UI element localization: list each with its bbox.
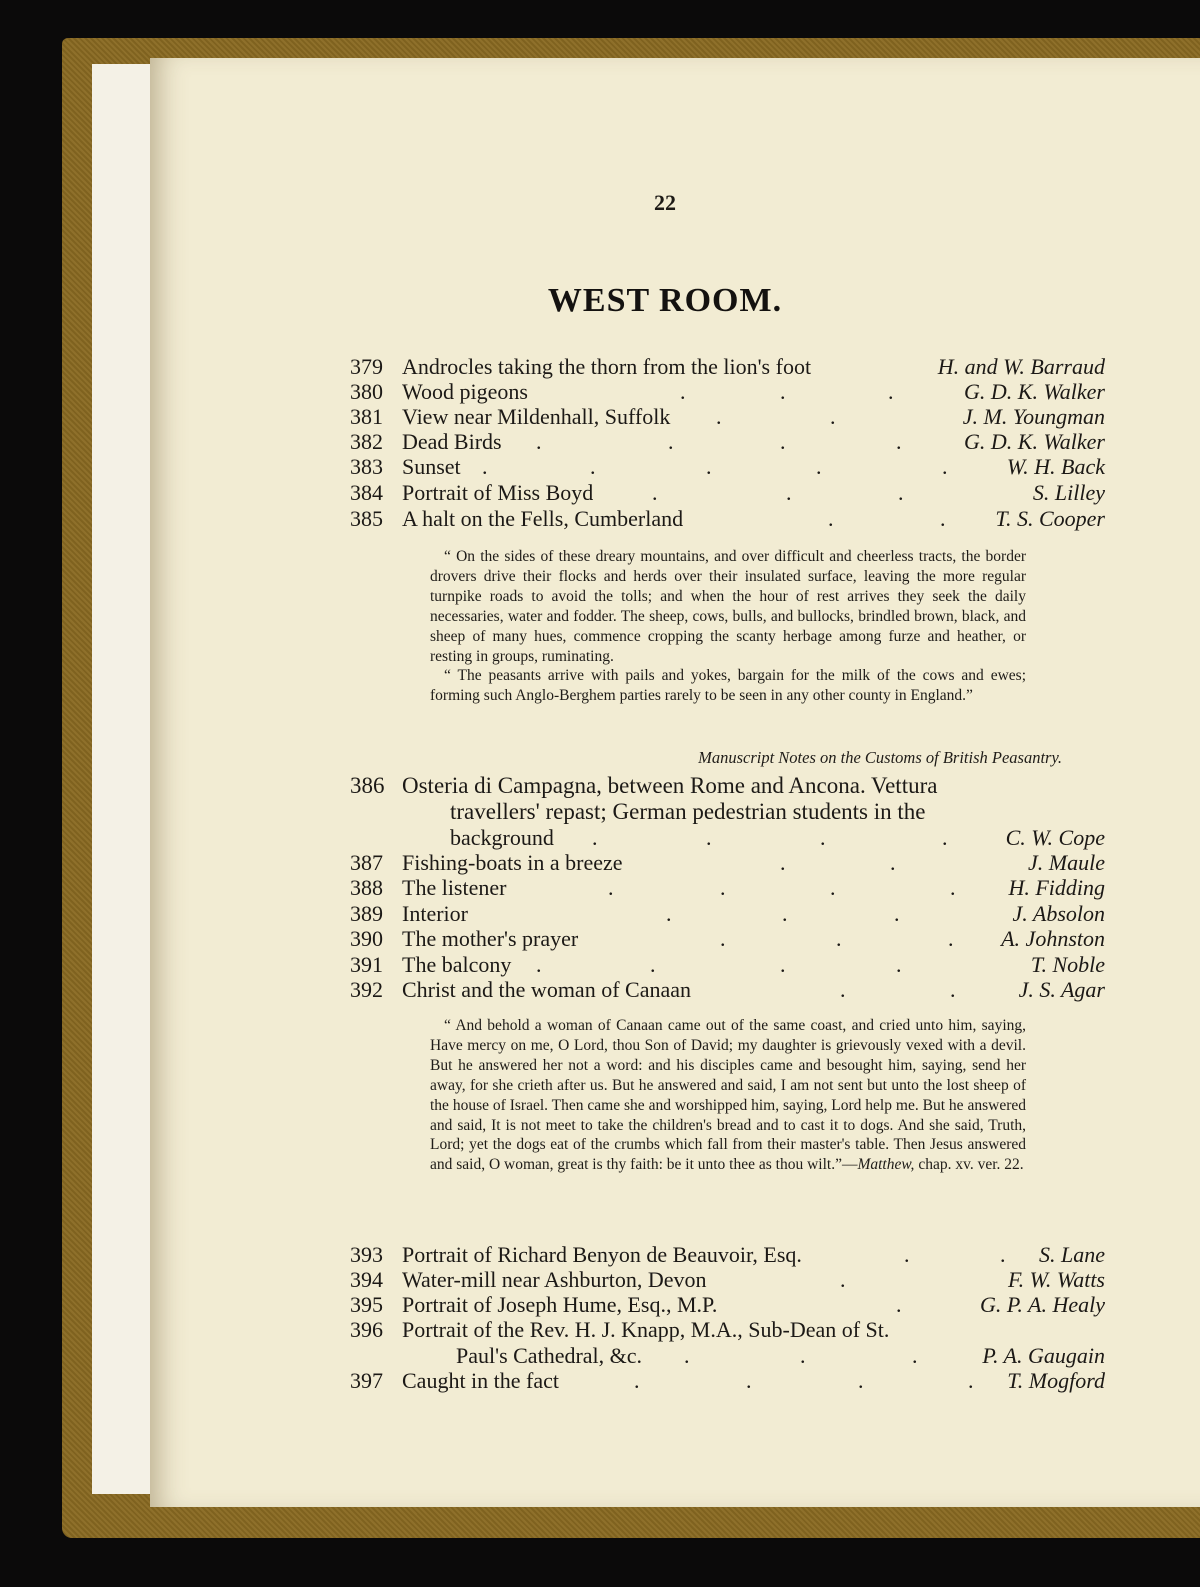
entry-number: 393 (350, 1242, 383, 1267)
leader-dots: . . (904, 1242, 1006, 1267)
entry-title: Sunset (402, 454, 461, 479)
entry-number: 384 (350, 480, 383, 505)
entry-number: 386 (350, 773, 385, 798)
entry-title: Interior (402, 901, 468, 926)
entry-artist: T. Noble (1030, 952, 1105, 977)
entry-number: 392 (350, 977, 383, 1002)
catalogue-entry (350, 454, 1105, 480)
leader-dots: . (840, 1267, 846, 1292)
entry-title: Osteria di Campagna, between Rome and Ancona. Vettura (402, 773, 938, 798)
entry-number: 380 (350, 379, 383, 404)
entry-number: 394 (350, 1267, 383, 1292)
entry-title: Wood pigeons (402, 379, 528, 404)
entry-number: 395 (350, 1292, 383, 1317)
catalogue-entry (350, 506, 1105, 532)
entry-artist: H. Fidding (1008, 875, 1105, 900)
descriptive-quote (430, 547, 1026, 706)
entry-artist: J. S. Agar (1018, 977, 1105, 1002)
entry-title: Portrait of Richard Benyon de Beauvoir, Esq. (402, 1242, 802, 1267)
catalogue-entry (350, 480, 1105, 506)
catalogue-entry-continued (350, 1343, 1105, 1369)
leader-dots: . (896, 1292, 902, 1317)
entry-artist: F. W. Watts (1007, 1267, 1105, 1292)
entry-title: Androcles taking the thorn from the lion's foot (402, 354, 812, 379)
quote-citation: Manuscript Notes on the Customs of British Peasantry. (698, 748, 1062, 767)
scripture-quote (430, 1016, 1026, 1175)
entry-artist: W. H. Back (1006, 454, 1105, 479)
entry-title: The mother's prayer (402, 926, 579, 951)
entry-artist: J. Absolon (1012, 901, 1105, 926)
entry-artist: P. A. Gaugain (982, 1343, 1105, 1368)
catalogue-entry (350, 1267, 1105, 1293)
entry-title-continued: travellers' repast; German pedestrian students in the (450, 799, 926, 824)
entry-title: Portrait of Joseph Hume, Esq., M.P. (402, 1292, 718, 1317)
leader-dots: . . (828, 506, 946, 531)
catalogue-entry-continued (350, 825, 1105, 851)
entry-number: 385 (350, 506, 383, 531)
catalogue-entry (350, 404, 1105, 430)
entry-artist: G. P. A. Healy (979, 1292, 1105, 1317)
quote-source: Matthew, (857, 1156, 915, 1174)
catalogue-entry (350, 850, 1105, 876)
entry-artist: J. Maule (1028, 850, 1105, 875)
entry-title: Christ and the woman of Canaan (402, 977, 691, 1002)
entry-title: Dead Birds (402, 429, 502, 454)
catalogue-entry (350, 926, 1105, 952)
entry-title: Water-mill near Ashburton, Devon (402, 1267, 707, 1292)
entry-number: 379 (350, 354, 383, 379)
entry-number: 396 (350, 1317, 383, 1342)
entry-number: 397 (350, 1368, 383, 1393)
entry-artist: C. W. Cope (1005, 825, 1105, 850)
entry-artist: T. S. Cooper (995, 506, 1105, 531)
quote-paragraph: “ The peasants arrive with pails and yokes, bargain for the milk of the cows and ewes; forming such Anglo-Berghem parties rarely to be seen in any other county in England.” (430, 667, 1026, 705)
leader-dots: . . . . (634, 1368, 974, 1393)
leader-dots: . . . . (592, 825, 948, 850)
entry-number: 383 (350, 454, 383, 479)
entry-artist: S. Lilley (1032, 480, 1105, 505)
entry-title: Caught in the fact (402, 1368, 560, 1393)
entry-number: 389 (350, 901, 383, 926)
catalogue-entry (350, 901, 1105, 927)
leader-dots: . . . . (536, 429, 902, 454)
entry-artist: S. Lane (1039, 1242, 1105, 1267)
leader-dots: . . . . (608, 875, 956, 900)
leader-dots: . . . (680, 379, 894, 404)
entry-title: The balcony (402, 952, 512, 977)
leader-dots: . . . . (536, 952, 902, 977)
quote-reference: chap. xv. ver. 22. (914, 1156, 1024, 1174)
entry-artist: G. D. K. Walker (964, 379, 1105, 404)
leader-dots: . . (716, 404, 836, 429)
quote-text: “ And behold a woman of Canaan came out of the same coast, and cried unto him, saying, Have mercy on me, O Lord, thou Son of David; my daughter is grievously vexed with a devil. But he answered her not a word: and his disciples came and besought him, saying, send her away, for she crieth after us. But he answered and said, I am not sent but unto the lost sheep of the house of Israel. Then came she and worshipped him, saying, Lord help me. But he answered and said, It is not meet to take the children's bread and to cast it to dogs. And she said, Truth, Lord; yet the dogs eat of the crumbs which fall from their master's table. Then Jesus answered and said, O woman, great is thy faith: be it unto thee as thou wilt.”— (430, 1017, 1026, 1174)
entry-artist: G. D. K. Walker (964, 429, 1105, 454)
catalogue-entry (350, 875, 1105, 901)
entry-number: 381 (350, 404, 383, 429)
leader-dots: . . (840, 977, 956, 1002)
entry-title: Portrait of Miss Boyd (402, 480, 594, 505)
entry-number: 390 (350, 926, 383, 951)
catalogue-entry (350, 429, 1105, 455)
catalogue-entry (350, 1242, 1105, 1268)
entry-title: The listener (402, 875, 507, 900)
entry-title: Portrait of the Rev. H. J. Knapp, M.A., Sub-Dean of St. (402, 1317, 890, 1342)
entry-title: Fishing-boats in a breeze (402, 850, 623, 875)
catalogue-entry (350, 952, 1105, 978)
catalogue-entry (350, 773, 1105, 799)
catalogue-entry (350, 354, 1105, 380)
catalogue-entry (350, 1368, 1105, 1394)
entry-title: View near Mildenhall, Suffolk (402, 404, 671, 429)
catalogue-entry (350, 1292, 1105, 1318)
page-number: 22 (654, 190, 676, 215)
leader-dots: . . (780, 850, 896, 875)
quote-paragraph (430, 1016, 1026, 1175)
entry-number: 382 (350, 429, 383, 454)
entry-artist: J. M. Youngman (962, 404, 1105, 429)
entry-artist: A. Johnston (1001, 926, 1105, 951)
entry-number: 387 (350, 850, 383, 875)
entry-title-continued: Paul's Cathedral, &c. (456, 1343, 643, 1368)
entry-title: A halt on the Fells, Cumberland (402, 506, 684, 531)
leader-dots: . . . . . (482, 454, 948, 479)
catalogue-entry (350, 379, 1105, 405)
section-title: WEST ROOM. (547, 282, 783, 319)
catalogue-entry (350, 1317, 1105, 1343)
leader-dots: . . . (684, 1343, 918, 1368)
quote-paragraph: “ On the sides of these dreary mountains, and over difficult and cheerless tracts, the border drovers drive their flocks and herds over their insulated surface, leaving the more regular turnpike roads to avoid the tolls; and when the hour of rest arrives they seek the daily necessaries, water and fodder. The sheep, cows, bulls, and bullocks, brindled brown, black, and sheep of many hues, commence cropping the scanty herbage among furze and heather, or resting in groups, ruminating. (430, 548, 1026, 665)
leader-dots: . . . (652, 480, 904, 505)
entry-title-continued: background (450, 825, 554, 850)
entry-artist: H. and W. Barraud (937, 354, 1105, 379)
leader-dots: . . . (720, 926, 954, 951)
entry-number: 391 (350, 952, 383, 977)
catalogue-entry (350, 977, 1105, 1003)
entry-number: 388 (350, 875, 383, 900)
entry-artist: T. Mogford (1007, 1368, 1105, 1393)
leader-dots: . . . (666, 901, 900, 926)
